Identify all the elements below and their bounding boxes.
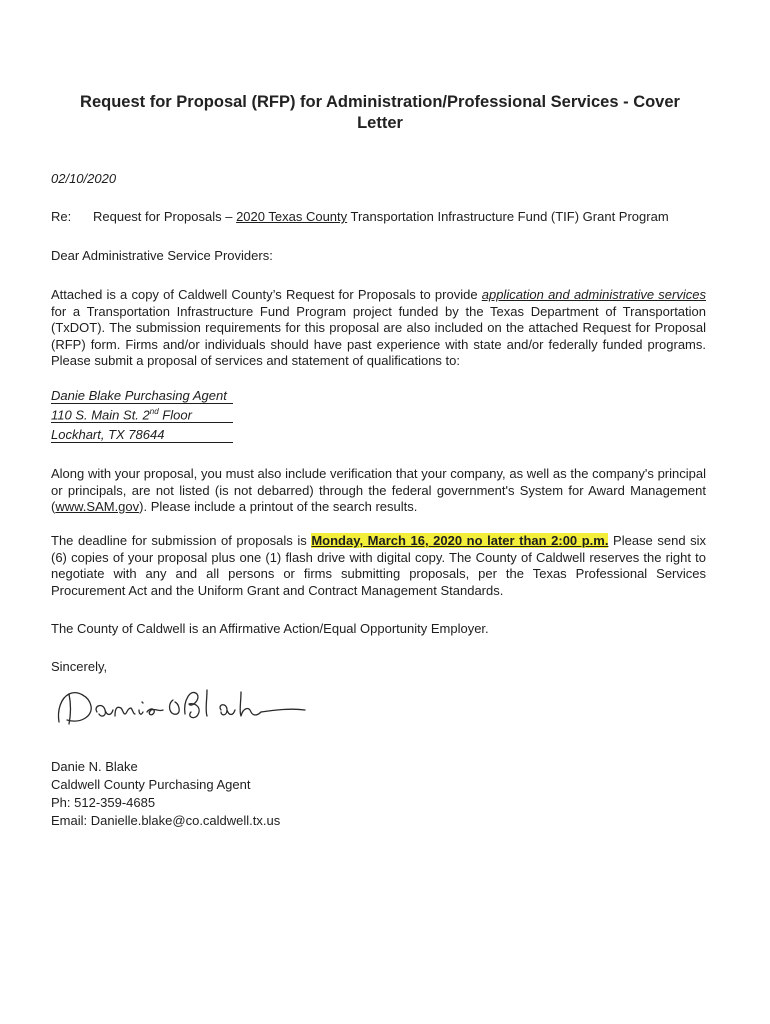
paragraph-verification: [51, 466, 706, 516]
address-city: Lockhart, TX 78644: [51, 427, 233, 443]
address-line-name: [51, 388, 233, 404]
document-title: Request for Proposal (RFP) for Administration/Professional Services - Cover Letter: [80, 93, 680, 132]
signer-phone: Ph: 512-359-4685: [51, 795, 156, 810]
subject-label: Re:: [51, 209, 72, 224]
paragraph-deadline-end: Please send six (6) copies of your proposal plus one (1) flash drive with digital copy. The County of Caldwell reserves the right to negotiate with any and all persons or firms submitting proposals, per the Texas Professional Services Procurement Act and the Uniform Grant and Contract Management Standards.: [51, 533, 707, 598]
sam-link[interactable]: www.SAM.gov: [55, 499, 140, 514]
deadline-highlight: Monday, March 16, 2020 no later than 2:00 p.m.: [311, 533, 609, 548]
subject-prefix: Request for Proposals –: [93, 209, 237, 224]
handwritten-signature: [55, 680, 320, 730]
paragraph-verification-end: ). Please include a printout of the search results.: [139, 499, 418, 514]
address-line-city: [51, 427, 233, 443]
address-line-street: [51, 407, 233, 423]
paragraph-eoe: The County of Caldwell is an Affirmative Action/Equal Opportunity Employer.: [51, 621, 489, 636]
subject-underlined: 2020 Texas County: [236, 209, 348, 224]
letter-date: 02/10/2020: [51, 171, 117, 186]
paragraph-verification-start: Along with your proposal, you must also include verification that your company, as well as the company's principal or principals, are not listed (is not debarred) through the federal government's System for Award Management (: [51, 466, 706, 514]
services-link[interactable]: application and administrative services: [481, 287, 706, 302]
paragraph-deadline: [51, 533, 706, 599]
subject-suffix: Transportation Infrastructure Fund (TIF) Grant Program: [347, 209, 669, 224]
paragraph-intro-start: Attached is a copy of Caldwell County’s Request for Proposals to provide: [51, 287, 482, 302]
paragraph-intro: [51, 287, 706, 370]
salutation: Dear Administrative Service Providers:: [51, 248, 273, 263]
signer-block: [51, 758, 280, 830]
signer-name: Danie N. Blake: [51, 759, 138, 774]
signer-role: Caldwell County Purchasing Agent: [51, 777, 251, 792]
closing: Sincerely,: [51, 659, 108, 674]
subject-line: [51, 209, 731, 226]
address-name: Danie Blake Purchasing Agent: [51, 388, 233, 404]
address-street: 110 S. Main St. 2nd Floor: [51, 407, 233, 423]
paragraph-intro-end: for a Transportation Infrastructure Fund Program project funded by the Texas Department of Transportation (TxDOT). The submission requirements for this proposal are also included on the attached Request for Proposal (RFP) form. Firms and/or individuals should have past experience with state and/or federally funded programs. Please submit a proposal of services and statement of qualifications to:: [51, 303, 706, 368]
paragraph-deadline-start: The deadline for submission of proposals is: [51, 533, 312, 548]
signer-email[interactable]: Email: Danielle.blake@co.caldwell.tx.us: [51, 813, 281, 828]
